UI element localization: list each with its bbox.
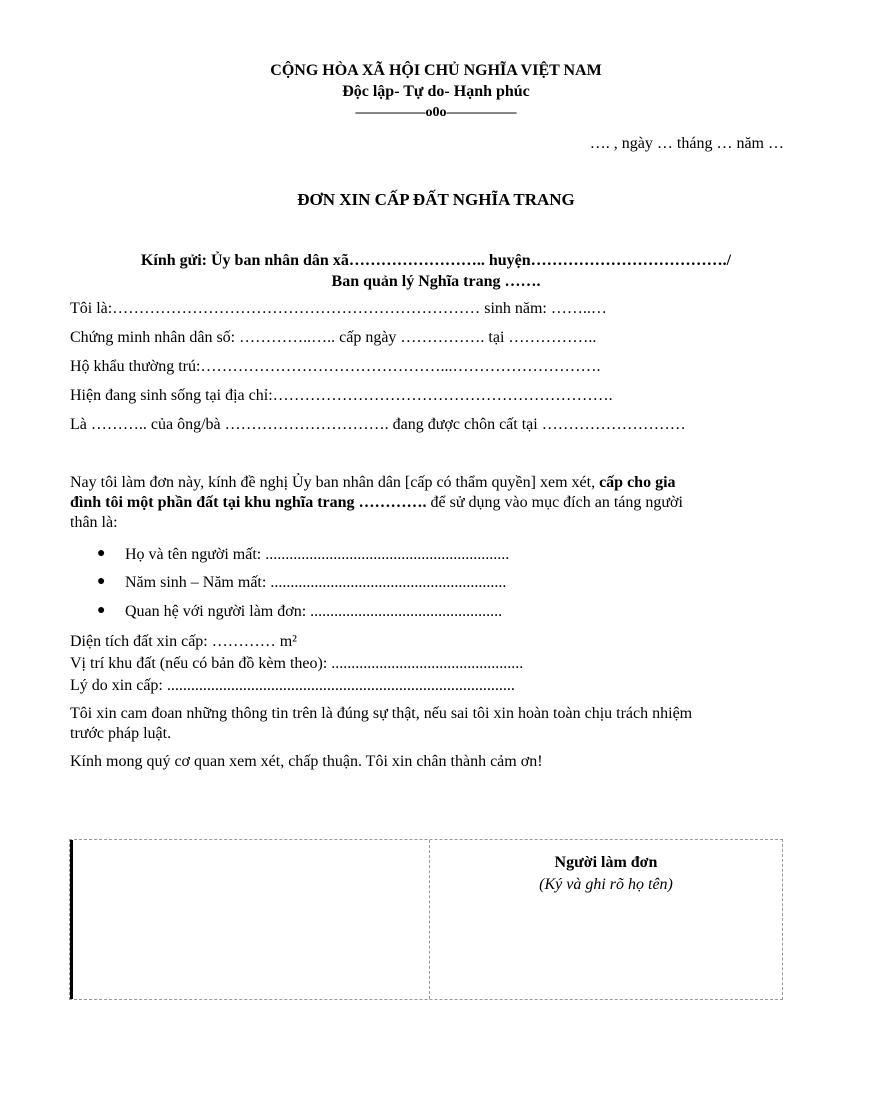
bullet-icon: ● (97, 574, 106, 589)
recipient-line-2: Ban quản lý Nghĩa trang ……. (331, 273, 541, 290)
request-line-3: thân là: (70, 514, 118, 531)
request-text-2: để sử dụng vào mục đích an táng người (426, 494, 683, 511)
signature-left-cell (70, 840, 429, 999)
request-emphasis-1: cấp cho gia (599, 474, 676, 491)
land-location-field: Vị trí khu đất (nếu có bản đồ kèm theo): ................................................ (70, 655, 524, 672)
request-text-1: Nay tôi làm đơn này, kính đề nghị Ủy ban nhân dân [cấp có thẩm quyền] xem xét, (70, 474, 600, 491)
permanent-residence-field: Hộ khẩu thường trú:………………………………………...………………………. (70, 358, 601, 375)
recipient-line-1: Kính gửi: Ủy ban nhân dân xã…………………….. huyện………………………………./ (140, 252, 732, 269)
birth-death-year-field: Năm sinh – Năm mất: ........................................................... (125, 574, 507, 591)
applicant-name-field: Tôi là:…………………………………………………………… sinh năm: ……..… (70, 300, 607, 317)
request-emphasis-2: đình tôi một phần đất tại khu nghĩa trang …………. (70, 494, 427, 511)
deceased-name-field: Họ và tên người mất: ............................................................. (125, 546, 510, 563)
land-area-field: Diện tích đất xin cấp: ………… m² (70, 633, 297, 650)
header-divider: —————o0o————— (355, 105, 517, 120)
request-line-2 (70, 493, 683, 513)
commitment-line-2: trước pháp luật. (70, 725, 172, 742)
request-reason-field: Lý do xin cấp: ....................................................................................... (70, 677, 515, 694)
national-motto: Độc lập- Tự do- Hạnh phúc (342, 83, 530, 100)
applicant-signature-label: Người làm đơn (554, 854, 658, 871)
relationship-field: Là ……….. của ông/bà …………………………. đang được chôn cất tại ……………………… (70, 416, 686, 433)
signature-table (69, 839, 783, 1000)
relation-to-applicant-field: Quan hệ với người làm đơn: ................................................ (125, 603, 503, 620)
country-name: CỘNG HÒA XÃ HỘI CHỦ NGHĨA VIỆT NAM (270, 62, 602, 79)
bullet-icon: ● (97, 603, 106, 618)
date-line: …. , ngày … tháng … năm … (589, 135, 784, 152)
signature-right-cell (429, 840, 782, 999)
document-title: ĐƠN XIN CẤP ĐẤT NGHĨA TRANG (297, 190, 575, 209)
commitment-line-1: Tôi xin cam đoan những thông tin trên là đúng sự thật, nếu sai tôi xin hoàn toàn chịu trách nhiệm (70, 705, 693, 722)
request-line-1 (70, 473, 676, 493)
signature-instruction: (Ký và ghi rõ họ tên) (539, 876, 673, 893)
closing-statement: Kính mong quý cơ quan xem xét, chấp thuận. Tôi xin chân thành cảm ơn! (70, 753, 543, 770)
current-address-field: Hiện đang sinh sống tại địa chỉ:………………………………………………………. (70, 387, 613, 404)
bullet-icon: ● (97, 546, 106, 561)
id-card-field: Chứng minh nhân dân số: …………..….. cấp ngày ……………. tại …………….. (70, 329, 597, 346)
